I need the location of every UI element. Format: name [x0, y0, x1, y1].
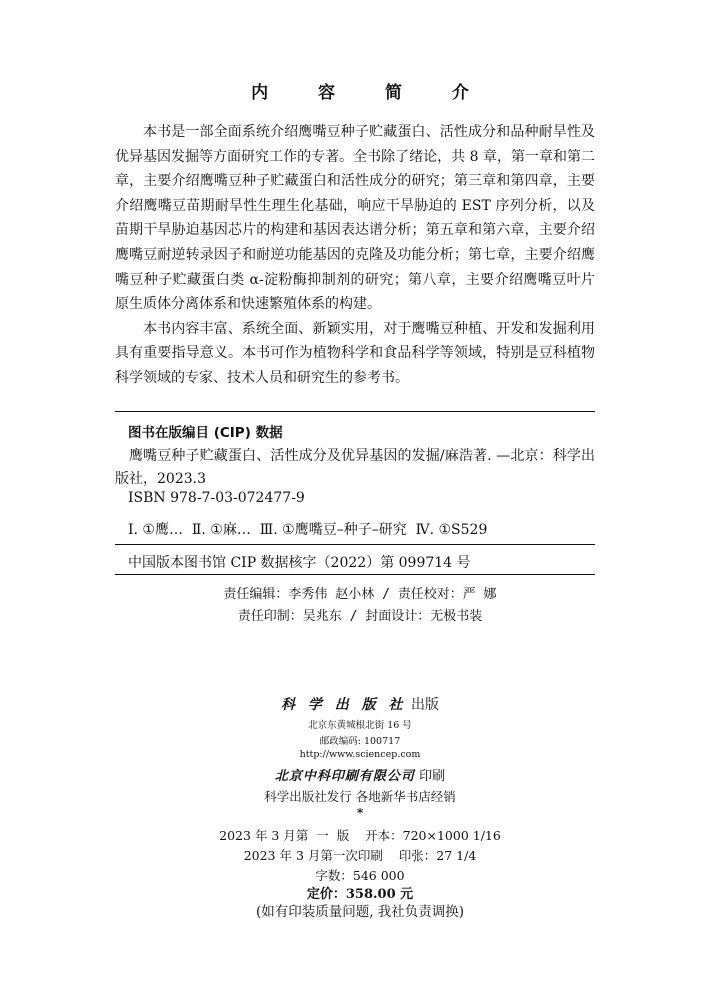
printing-line: 2023 年 3 月第一次印刷 印张：27 1/4	[243, 848, 477, 863]
word-count: 字数：546 000	[315, 868, 405, 883]
cip-bottom-rule	[115, 574, 595, 575]
cip-top-rule	[115, 411, 595, 412]
publisher-postcode: 邮政编码: 100717	[319, 736, 401, 747]
summary-paragraph: 本书内容丰富、系统全面、新颖实用，对于鹰嘴豆种植、开发和发掘利用具有重要指导意义。本书可作为植物科学和食品科学等领域，特别是豆科植物科学领域的专家、技术人员和研究生的参考书。	[115, 320, 595, 386]
cip-record	[115, 445, 595, 491]
cip-mid-rule	[115, 544, 595, 545]
publisher-website: http://www.sciencep.com	[299, 749, 421, 760]
credits-production: 责任印制：吴兆东 / 封面设计：无极书装	[237, 609, 483, 624]
summary-paragraph: 本书是一部全面系统介绍鹰嘴豆种子贮藏蛋白、活性成分和品种耐旱性及优异基因发掘等方面研究工作的专著。全书除了绪论，共 8 章，第一章和第二章，主要介绍鹰嘴豆种子贮藏蛋白和活性成分的研究；第三章和第四章，主要介绍鹰嘴豆苗期耐旱性生理生化基础，响应干旱胁迫的 EST 序列分析，以及苗期干旱胁迫基因芯片的构建和基因表达谱分析；第五章和第六章，主要介绍鹰嘴豆耐逆转录因子和耐逆功能基因的克隆及功能分析；第七章，主要介绍鹰嘴豆种子贮藏蛋白类 α-淀粉酶抑制剂的研究；第八章，主要介绍鹰嘴豆叶片原生质体分离体系和快速繁殖体系的构建。	[115, 124, 595, 313]
summary-title: 内 容 简 介	[251, 83, 491, 103]
publisher-logo-text: 科 学 出 版 社	[281, 697, 407, 713]
distribution-line: 科学出版社发行 各地新华书店经销	[264, 789, 456, 804]
cip-record-text: 鹰嘴豆种子贮藏蛋白、活性成分及优异基因的发掘/麻浩著. —北京：科学出版社，2023.3	[115, 448, 595, 487]
quality-notice: (如有印装质量问题, 我社负责调换)	[255, 904, 465, 920]
separator-star: *	[356, 805, 364, 820]
cip-isbn: ISBN 978-7-03-072477-9	[128, 490, 305, 506]
credits-editors: 责任编辑：李秀伟 赵小林 / 责任校对：严 娜	[223, 587, 497, 602]
summary-body	[115, 120, 595, 391]
printer-logo-text: 北京中科印刷有限公司	[274, 769, 415, 784]
printer-suffix: 印刷	[419, 769, 446, 784]
cip-verification: 中国版本图书馆 CIP 数据核字（2022）第 099714 号	[128, 555, 471, 571]
publisher-address: 北京东黄城根北街 16 号	[308, 720, 412, 731]
printer-line	[0, 765, 720, 784]
publisher-line	[0, 694, 720, 714]
edition-line: 2023 年 3 月第 一 版 开本：720×1000 1/16	[219, 828, 501, 843]
price: 定价：358.00 元	[306, 887, 414, 902]
publisher-suffix: 出版	[410, 697, 439, 713]
cip-heading: 图书在版编目 (CIP) 数据	[128, 425, 283, 441]
cip-classification: Ⅰ. ①鹰… Ⅱ. ①麻… Ⅲ. ①鹰嘴豆–种子–研究 Ⅳ. ①S529	[128, 522, 488, 538]
